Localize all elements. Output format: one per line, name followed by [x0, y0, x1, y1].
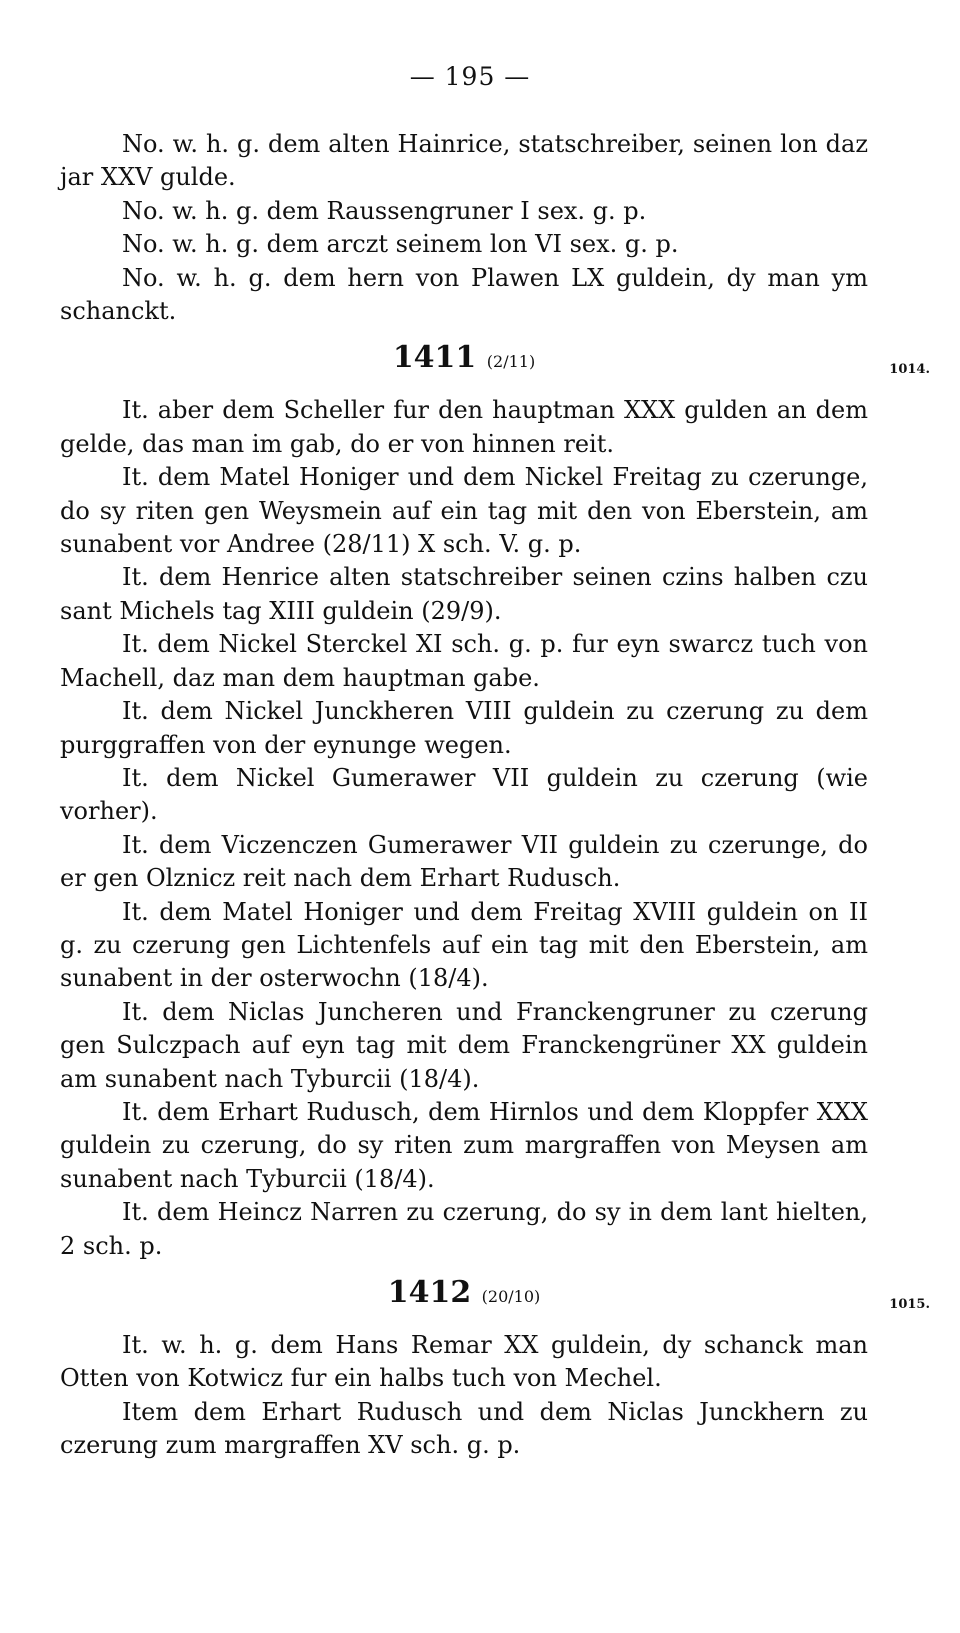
- paragraph: It. dem Matel Honiger und dem Nickel Freitag zu czerunge, do sy riten gen Weysmein auf ein tag mit den von Eberstein, am sunabent vor Andree (28/11) X sch. V. g. p.: [60, 463, 868, 559]
- paragraph: No. w. h. g. dem alten Hainrice, statschreiber, seinen lon daz jar XXV gulde.: [60, 130, 868, 192]
- paragraph: No. w. h. g. dem hern von Plawen LX guldein, dy man ym schanckt.: [60, 263, 868, 326]
- paragraph: It. dem Nickel Gumerawer VII guldein zu czerung (wie vorher).: [60, 763, 868, 826]
- paragraph: No. w. h. g. dem arczt seinem lon VI sex. g. p.: [122, 230, 679, 259]
- paragraph: It. dem Viczenczen Gumerawer VII guldein zu czerunge, do er gen Olznicz reit nach dem Erhart Rudusch.: [60, 830, 868, 893]
- paragraph: It. dem Niclas Juncheren und Franckengruner zu czerung gen Sulczpach auf eyn tag mit dem Franckengrüner XX guldein am sunabent nach Tyburcii (18/4).: [60, 997, 868, 1093]
- margin-number: 1015.: [889, 1297, 930, 1312]
- paragraph: It. w. h. g. dem Hans Remar XX guldein, dy schanck man Otten von Kotwicz fur ein halbs tuch von Mechel.: [60, 1331, 868, 1393]
- paragraph: Item dem Erhart Rudusch und dem Niclas Junckhern zu czerung zum margraffen XV sch. g. p.: [60, 1397, 868, 1460]
- heading-fraction: (20/10): [481, 1287, 541, 1306]
- paragraph: It. dem Erhart Rudusch, dem Hirnlos und dem Kloppfer XXX guldein zu czerung, do sy riten zum margraffen von Meysen am sunabent nach Tyburcii (18/4).: [60, 1097, 868, 1193]
- paragraph: It. dem Henrice alten statschreiber seinen czins halben czu sant Michels tag XIII guldein (29/9).: [60, 563, 868, 625]
- page-number: — 195 —: [409, 62, 531, 91]
- year-heading-1412: [60, 1271, 930, 1319]
- paragraph: It. dem Heincz Narren zu czerung, do sy in dem lant hielten, 2 sch. p.: [60, 1198, 868, 1260]
- paragraph: It. aber dem Scheller fur den hauptman XXX gulden an dem gelde, das man im gab, do er von hinnen reit.: [60, 396, 868, 458]
- heading-year: 1411: [392, 340, 477, 376]
- heading-fraction: (2/11): [486, 352, 536, 372]
- paragraph: It. dem Nickel Junckheren VIII guldein zu czerung zu dem purggraffen von der eynunge wegen.: [60, 697, 868, 759]
- paragraph: It. dem Nickel Sterckel XI sch. g. p. fur eyn swarcz tuch von Machell, daz man dem hauptman gabe.: [60, 630, 868, 692]
- margin-number: 1014.: [889, 362, 930, 378]
- year-heading-1411: [60, 336, 930, 384]
- main-text: [60, 128, 930, 1463]
- paragraph: No. w. h. g. dem Raussengruner I sex. g. p.: [122, 196, 647, 225]
- heading-year: 1412: [387, 1275, 472, 1310]
- paragraph: It. dem Matel Honiger und dem Freitag XVIII guldein on II g. zu czerung gen Lichtenfels auf ein tag mit den Eberstein, am sunabent in der osterwochn (18/4).: [60, 897, 868, 993]
